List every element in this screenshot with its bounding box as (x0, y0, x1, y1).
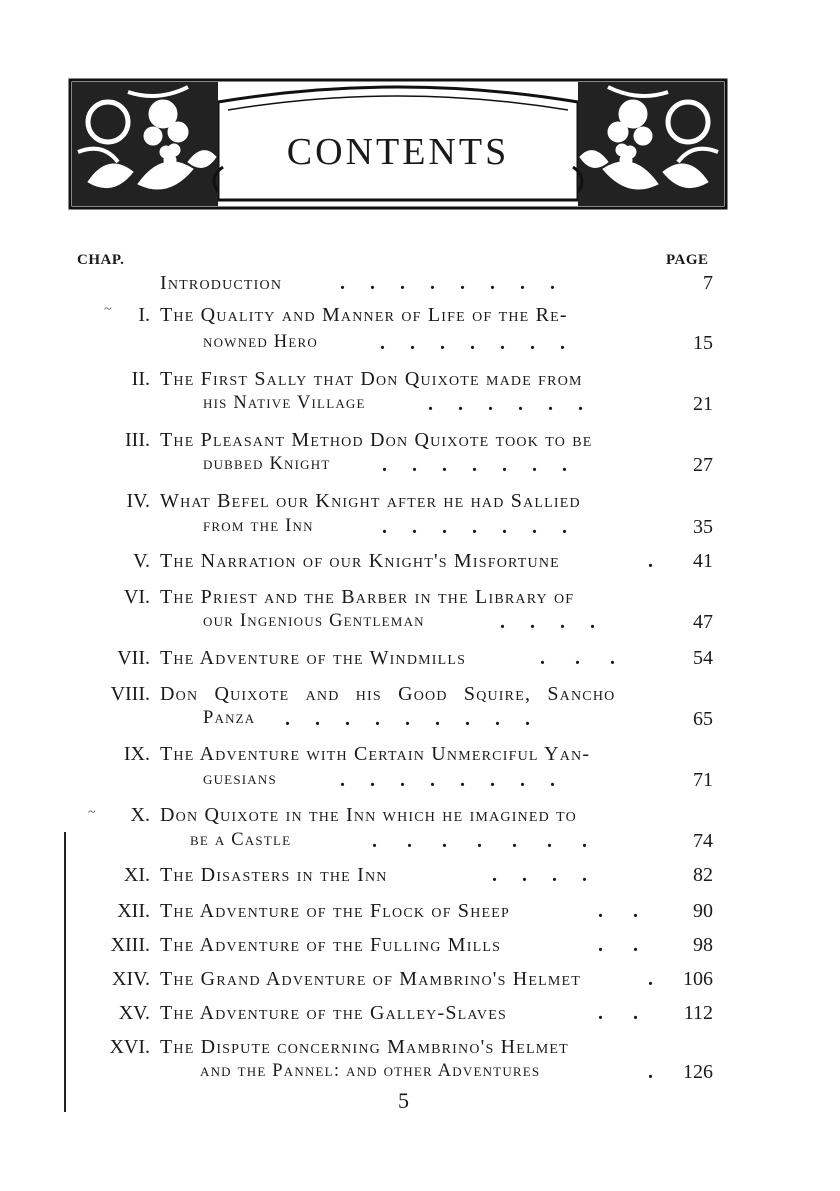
chapter-title-continued: our Ingenious Gentleman (203, 611, 425, 631)
chapter-title-continued: dubbed Knight (203, 454, 331, 474)
chapter-title: The Adventure of the Flock of Sheep (160, 900, 511, 922)
chapter-number: XI. (123, 864, 150, 886)
chapter-page: 71 (693, 769, 713, 791)
chapter-number: XIV. (112, 968, 150, 990)
page-number: 5 (398, 1088, 409, 1113)
chapter-title-continued: and the Pannel: and other Adventures (200, 1061, 541, 1081)
margin-rule (64, 832, 66, 1112)
leader-dots: . . . . . . . (382, 516, 567, 538)
contents-heading: CONTENTS (286, 131, 510, 173)
chapter-page: 82 (693, 864, 713, 886)
chapter-title-continued: his Native Village (203, 393, 366, 413)
leader-dots: . . (598, 900, 638, 922)
chapter-page: 112 (683, 1002, 713, 1024)
leader-dots: . . . . . . . (372, 830, 587, 852)
chapter-number: X. (130, 804, 150, 826)
leader-dots: . . (598, 1002, 638, 1024)
leader-dots: . . . . . . . . (340, 272, 555, 294)
leader-dots: . . . . . . . (382, 454, 567, 476)
chapter-page: 47 (693, 611, 713, 633)
pencil-mark: ~ (104, 302, 112, 317)
chapter-number: V. (133, 550, 150, 572)
chapter-number: XIII. (110, 934, 150, 956)
chapter-number: XV. (118, 1002, 150, 1024)
pencil-mark: ~ (88, 805, 96, 820)
chapter-title: The First Sally that Don Quixote made from (160, 368, 583, 390)
chapter-page: 74 (693, 830, 713, 852)
chapter-title: The Adventure with Certain Unmerciful Yan- (160, 743, 591, 765)
chapter-title: The Dispute concerning Mambrino's Helmet (160, 1036, 569, 1058)
leader-dots: . . . . (500, 611, 595, 633)
introduction-page: 7 (703, 272, 713, 294)
chapter-page: 98 (693, 934, 713, 956)
chapter-number: IX. (123, 743, 150, 765)
chapter-page: 90 (693, 900, 713, 922)
chapter-title: The Adventure of the Galley-Slaves (160, 1002, 507, 1024)
chapter-title: Don Quixote and his Good Squire, Sancho (160, 683, 616, 705)
leader-dots: . . (598, 934, 638, 956)
chapter-title-continued: be a Castle (190, 830, 292, 850)
chapter-title-continued: Panza (203, 708, 256, 728)
leader-dots: . . . . . . . . . (285, 708, 530, 730)
chapter-page: 126 (683, 1061, 713, 1083)
chapter-page: 54 (693, 647, 713, 669)
leader-dots: . (648, 550, 653, 572)
chapter-title-continued: from the Inn (203, 516, 314, 536)
chapter-title: The Priest and the Barber in the Library of (160, 586, 575, 608)
ornamental-banner (68, 72, 728, 217)
chapter-number: III. (125, 429, 150, 451)
chapter-title: Don Quixote in the Inn which he imagined to (160, 804, 577, 826)
chapter-number: IV. (126, 490, 150, 512)
chapter-title: The Disasters in the Inn (160, 864, 388, 886)
chapter-number: VI. (123, 586, 150, 608)
chapter-number: VIII. (110, 683, 150, 705)
chapter-page: 21 (693, 393, 713, 415)
chapter-title: The Quality and Manner of Life of the Re- (160, 304, 568, 326)
chapter-page: 35 (693, 516, 713, 538)
leader-dots: . (648, 1061, 653, 1083)
chapter-title: The Adventure of the Windmills (160, 647, 467, 669)
leader-dots: . (648, 968, 653, 990)
chapter-number: VII. (117, 647, 150, 669)
leader-dots: . . . . (492, 864, 587, 886)
leader-dots: . . . . . . . . (340, 769, 555, 791)
chapter-number: I. (138, 304, 150, 326)
chapter-number: II. (131, 368, 150, 390)
chapter-title-continued: nowned Hero (203, 332, 318, 352)
chapter-page: 41 (693, 550, 713, 572)
chapter-number: XVI. (109, 1036, 150, 1058)
chapter-page: 65 (693, 708, 713, 730)
page-column-label: PAGE (666, 252, 709, 268)
chapter-number: XII. (117, 900, 150, 922)
chapter-title: The Pleasant Method Don Quixote took to be (160, 429, 593, 451)
chapter-page: 15 (693, 332, 713, 354)
chapter-page: 106 (683, 968, 713, 990)
leader-dots: . . . (540, 647, 615, 669)
chapter-title: The Grand Adventure of Mambrino's Helmet (160, 968, 582, 990)
leader-dots: . . . . . . . (380, 332, 565, 354)
chapter-title: The Narration of our Knight's Misfortune (160, 550, 560, 572)
chapter-page: 27 (693, 454, 713, 476)
chapter-title-continued: guesians (203, 769, 277, 789)
chapter-title: What Befel our Knight after he had Sallied (160, 490, 581, 512)
introduction-title: Introduction (160, 272, 283, 294)
leader-dots: . . . . . . (428, 393, 583, 415)
chapter-title: The Adventure of the Fulling Mills (160, 934, 502, 956)
chap-column-label: CHAP. (77, 252, 125, 268)
